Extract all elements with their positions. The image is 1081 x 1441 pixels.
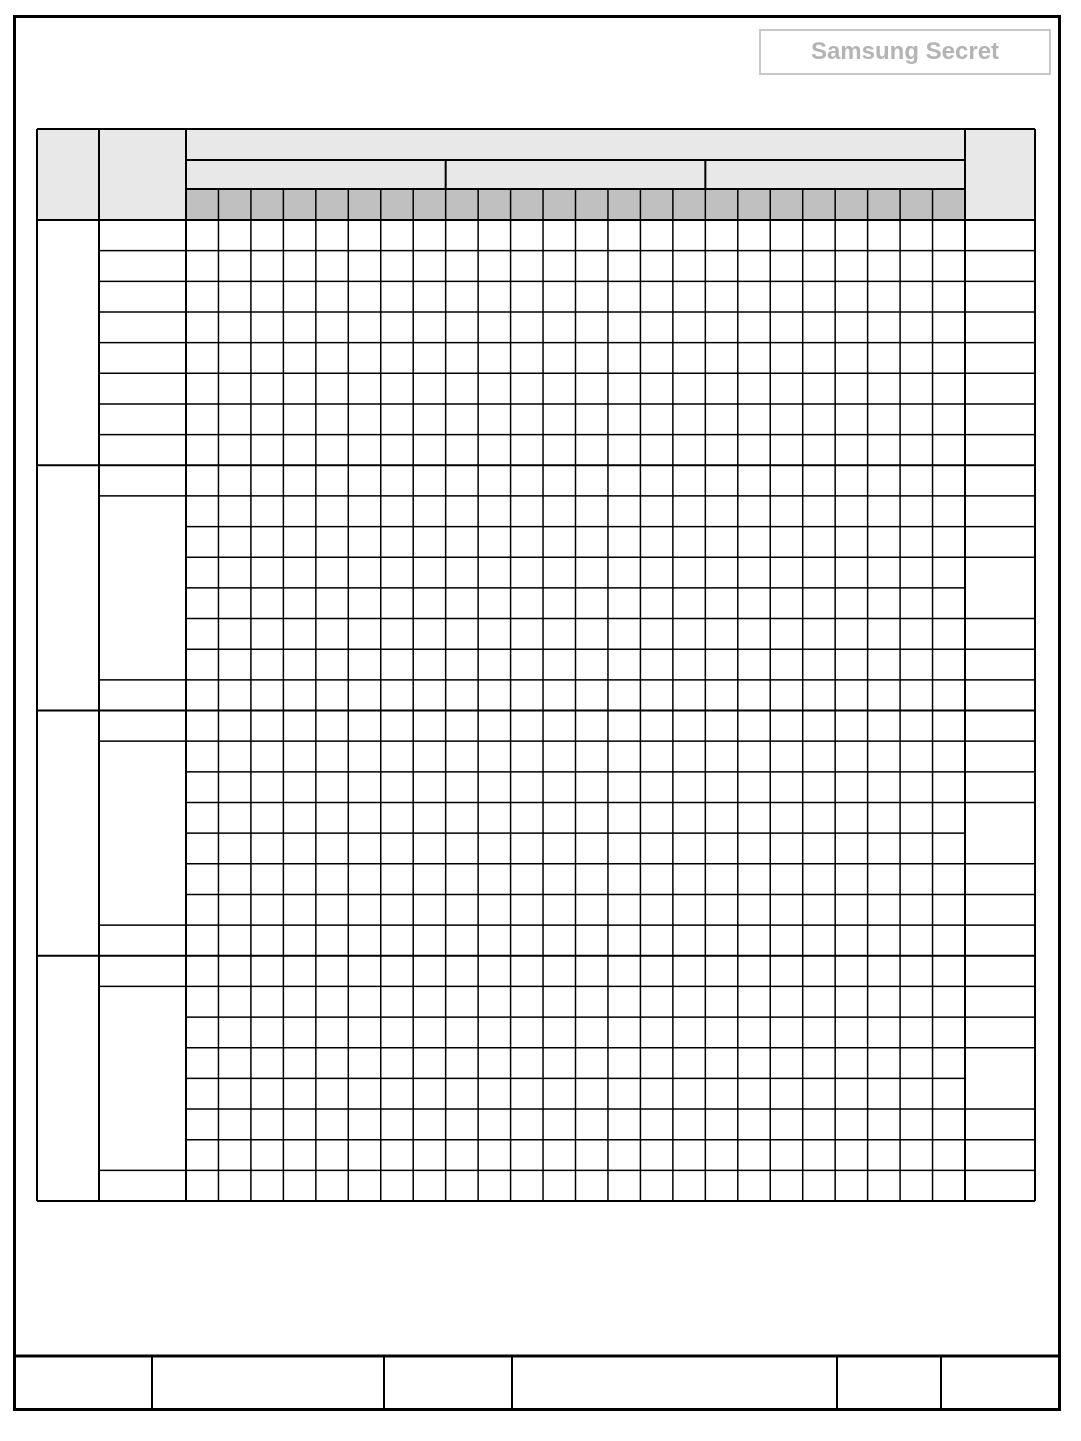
samsung-secret-watermark: Samsung Secret [759,29,1051,75]
header-right-fill [965,129,1035,220]
header-left-fill [37,129,186,220]
